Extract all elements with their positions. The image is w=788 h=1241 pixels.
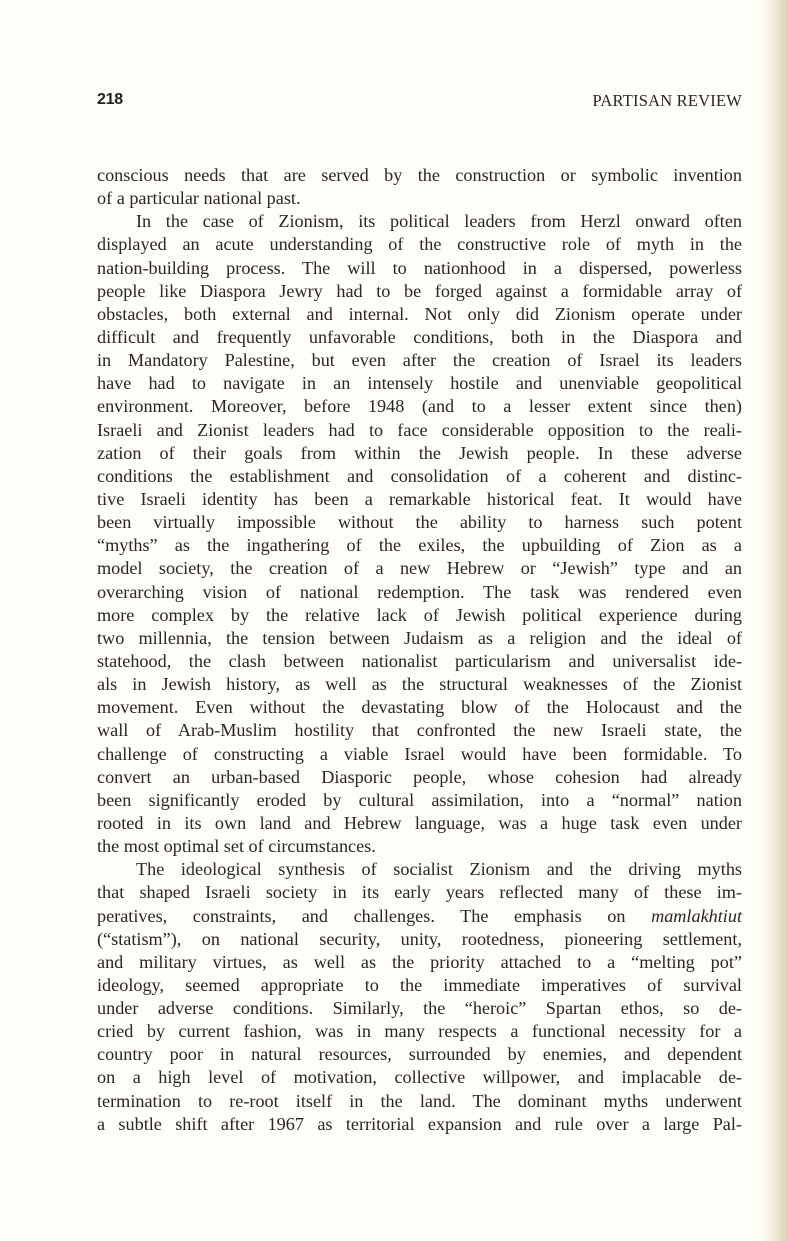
body-text — [97, 164, 742, 1136]
text-line: have had to navigate in an intensely hostile and unenviable geopolitical — [97, 373, 742, 394]
text-run: peratives, constraints, and challenges. The emphasis on — [97, 905, 652, 926]
text-line: (“statism”), on national security, unity, rootedness, pioneering settlement, — [97, 928, 742, 949]
text-line: environment. Moreover, before 1948 (and to a lesser extent since then) — [97, 396, 742, 417]
paragraph — [97, 164, 742, 210]
text-line: zation of their goals from within the Jewish people. In these adverse — [97, 442, 742, 463]
paragraph — [97, 210, 742, 858]
paragraph — [97, 858, 742, 1136]
text-line: movement. Even without the devastating blow of the Holocaust and the — [97, 697, 742, 718]
text-line: “myths” as the ingathering of the exiles, the upbuilding of Zion as a — [97, 535, 742, 556]
page-number: 218 — [97, 91, 123, 108]
text-line: on a high level of motivation, collective willpower, and implacable de- — [97, 1067, 742, 1088]
text-line: overarching vision of national redemption. The task was rendered even — [97, 581, 742, 602]
page-edge-shading — [760, 0, 788, 1241]
text-line: statehood, the clash between nationalist particularism and universalist ide- — [97, 650, 742, 671]
text-line: Israeli and Zionist leaders had to face considerable opposition to the reali- — [97, 419, 742, 440]
text-line: The ideological synthesis of socialist Zionism and the driving myths — [136, 859, 742, 880]
text-line: In the case of Zionism, its political leaders from Herzl onward often — [136, 211, 742, 232]
journal-title: PARTISAN REVIEW — [592, 91, 742, 110]
text-line: obstacles, both external and internal. Not only did Zionism operate under — [97, 303, 742, 324]
text-line: a subtle shift after 1967 as territorial expansion and rule over a large Pal- — [97, 1113, 742, 1134]
text-line: cried by current fashion, was in many respects a functional necessity for a — [97, 1021, 742, 1042]
text-line: model society, the creation of a new Hebrew or “Jewish” type and an — [97, 558, 742, 579]
text-line: more complex by the relative lack of Jewish political experience during — [97, 604, 742, 625]
text-line: als in Jewish history, as well as the structural weaknesses of the Zionist — [97, 674, 742, 695]
text-line: nation-building process. The will to nationhood in a dispersed, powerless — [97, 257, 742, 278]
text-line: conditions the establishment and consolidation of a coherent and distinc- — [97, 465, 742, 486]
text-line: the most optimal set of circumstances. — [97, 836, 376, 857]
text-line: been significantly eroded by cultural assimilation, into a “normal” nation — [97, 789, 742, 810]
text-line: two millennia, the tension between Judaism as a religion and the ideal of — [97, 627, 742, 648]
running-head — [97, 91, 742, 115]
text-line: wall of Arab-Muslim hostility that confronted the new Israeli state, the — [97, 720, 742, 741]
text-line: that shaped Israeli society in its early years reflected many of these im- — [97, 882, 742, 903]
text-line: country poor in natural resources, surrounded by enemies, and dependent — [97, 1044, 742, 1065]
text-line: been virtually impossible without the ability to harness such potent — [97, 512, 742, 533]
text-line: difficult and frequently unfavorable conditions, both in the Diaspora and — [97, 326, 742, 347]
text-line: people like Diaspora Jewry had to be forged against a formidable array of — [97, 280, 742, 301]
text-line: challenge of constructing a viable Israel would have been formidable. To — [97, 743, 742, 764]
text-line: under adverse conditions. Similarly, the “heroic” Spartan ethos, so de- — [97, 998, 742, 1019]
italic-term: mamlakhtiut — [651, 905, 742, 926]
text-line: in Mandatory Palestine, but even after the creation of Israel its leaders — [97, 350, 742, 371]
text-line: ideology, seemed appropriate to the immediate imperatives of survival — [97, 974, 742, 995]
text-line: of a particular national past. — [97, 188, 301, 209]
text-line: termination to re-root itself in the land. The dominant myths underwent — [97, 1090, 742, 1111]
text-line: convert an urban-based Diasporic people, whose cohesion had already — [97, 766, 742, 787]
text-line: and military virtues, as well as the priority attached to a “melting pot” — [97, 951, 742, 972]
text-line: conscious needs that are served by the construction or symbolic invention — [97, 165, 742, 185]
text-line — [97, 905, 742, 928]
text-line: rooted in its own land and Hebrew language, was a huge task even under — [97, 812, 742, 833]
text-line: displayed an acute understanding of the constructive role of myth in the — [97, 234, 742, 255]
text-line: tive Israeli identity has been a remarkable historical feat. It would have — [97, 488, 742, 509]
